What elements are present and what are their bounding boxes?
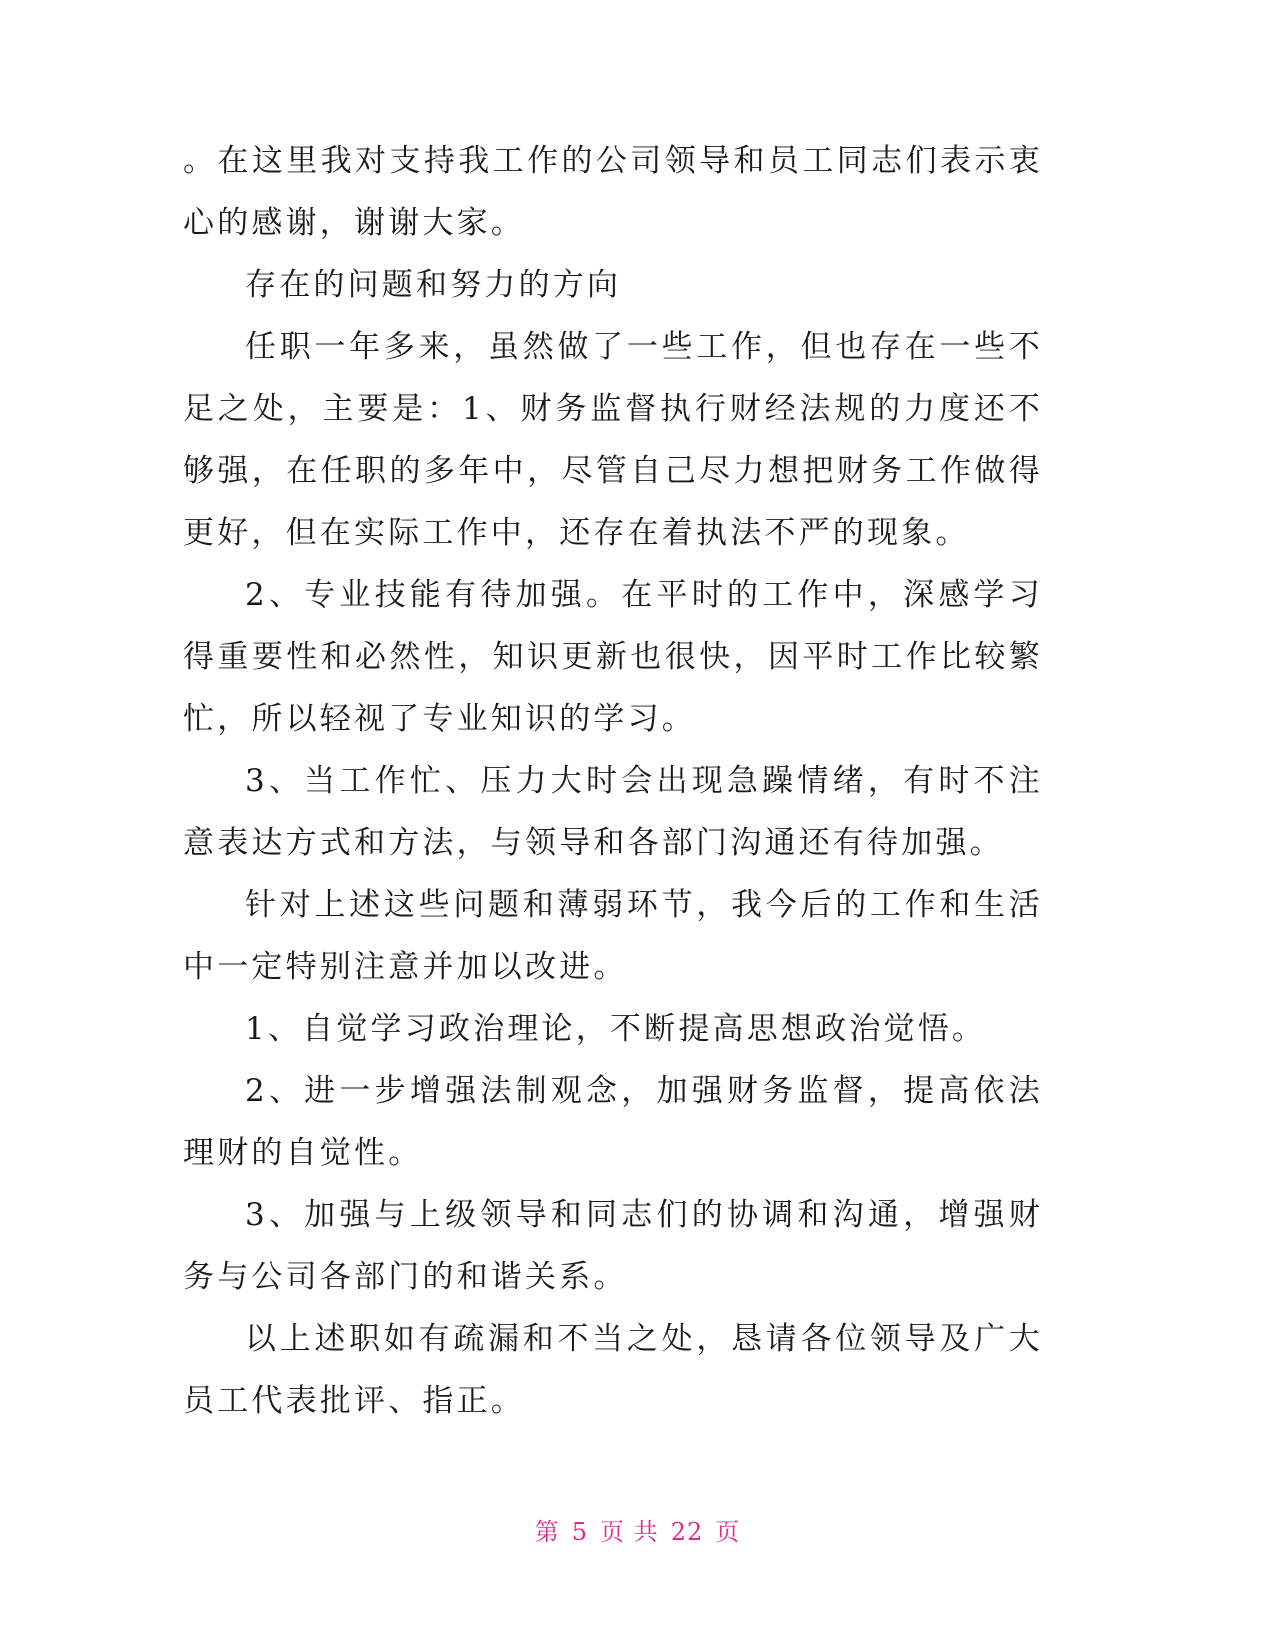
paragraph-closing-thanks: 。在这里我对支持我工作的公司领导和员工同志们表示衷心的感谢，谢谢大家。 xyxy=(183,143,1043,241)
paragraph-improvement-2: 2、进一步增强法制观念，加强财务监督，提高依法理财的自觉性。 xyxy=(183,1073,1043,1171)
paragraph-shortcoming-3: 3、当工作忙、压力大时会出现急躁情绪，有时不注意表达方式和方法，与领导和各部门沟通还有待加强。 xyxy=(183,763,1043,861)
footer-total-pages: 22 xyxy=(670,1518,704,1546)
paragraph-shortcoming-2: 2、专业技能有待加强。在平时的工作中，深感学习得重要性和必然性，知识更新也很快，因平时工作比较繁忙，所以轻视了专业知识的学习。 xyxy=(183,577,1043,737)
paragraph-shortcomings-intro: 任职一年多来，虽然做了一些工作，但也存在一些不足之处，主要是：1、财务监督执行财经法规的力度还不够强，在任职的多年中，尽管自己尽力想把财务工作做得更好，但在实际工作中，还存在着执法不严的现象。 xyxy=(183,329,1043,551)
paragraph-improvement-1: 1、自觉学习政治理论，不断提高思想政治觉悟。 xyxy=(245,1011,987,1047)
paragraph-improvement-intro: 针对上述这些问题和薄弱环节，我今后的工作和生活中一定特别注意并加以改进。 xyxy=(183,887,1043,985)
footer-middle: 页 共 xyxy=(600,1518,659,1546)
footer-prefix: 第 xyxy=(534,1518,560,1546)
document-body xyxy=(183,130,1043,1432)
footer-suffix: 页 xyxy=(715,1518,741,1546)
footer-current-page: 5 xyxy=(571,1518,589,1546)
section-heading: 存在的问题和努力的方向 xyxy=(245,267,622,303)
paragraph-improvement-3: 3、加强与上级领导和同志们的协调和沟通，增强财务与公司各部门的和谐关系。 xyxy=(183,1197,1043,1295)
page-number-footer xyxy=(0,1512,1275,1547)
paragraph-conclusion: 以上述职如有疏漏和不当之处，恳请各位领导及广大员工代表批评、指正。 xyxy=(183,1321,1043,1419)
